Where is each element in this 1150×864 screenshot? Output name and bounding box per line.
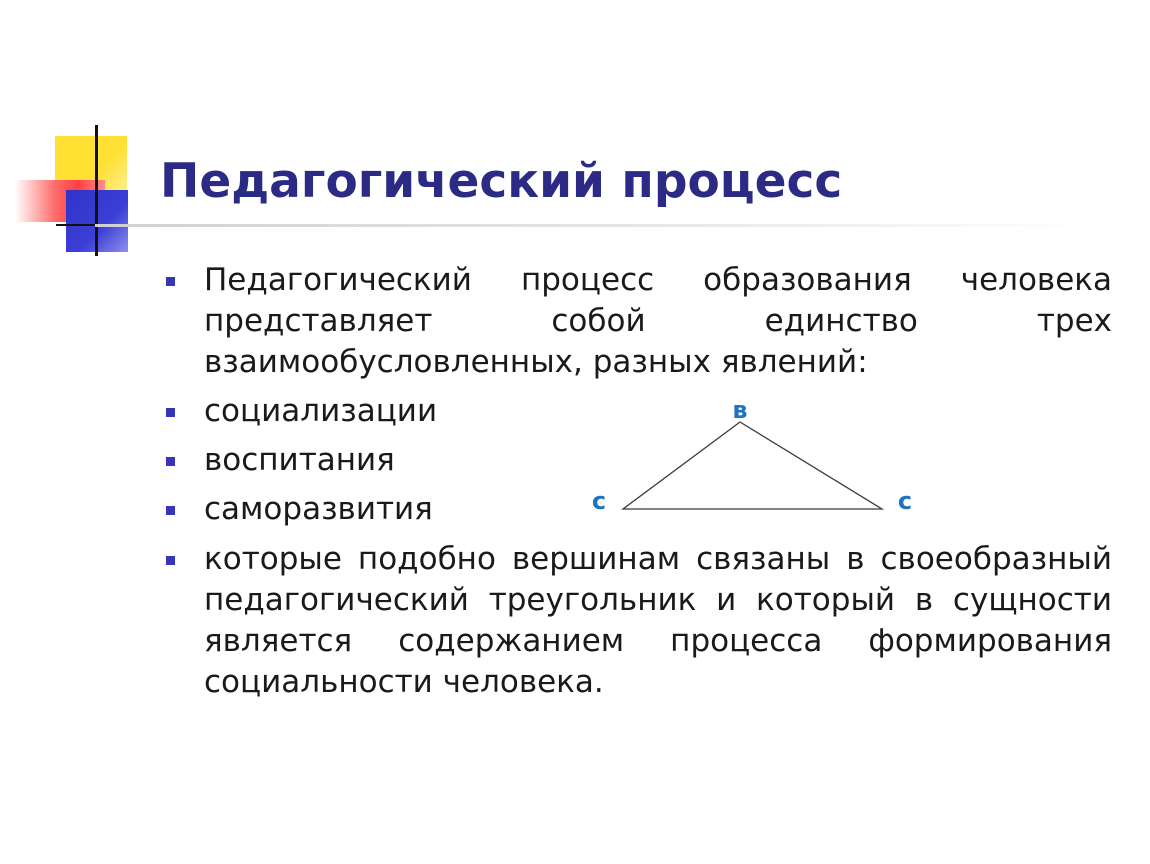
slide-title: Педагогический процесс — [160, 154, 843, 209]
bullet-text: саморазвития — [204, 491, 433, 527]
bullet-text: которые подобно вершинам связаны в своеобразный педагогический треугольник и который в сущности является содержанием процесса формирования социальности человека. — [204, 541, 1112, 700]
triangle-shape — [623, 422, 882, 509]
bullet-item-intro — [160, 260, 1112, 383]
bullet-text: социализации — [204, 393, 438, 429]
bullet-item-conclusion — [160, 539, 1112, 703]
pedagogical-triangle-diagram — [570, 390, 950, 530]
bullet-marker-icon — [166, 556, 175, 565]
bullet-text: воспитания — [204, 442, 395, 478]
bullet-marker-icon — [166, 506, 175, 515]
triangle-left-label: с — [591, 487, 607, 515]
bullet-text: Педагогический процесс образования человека представляет собой единство трех взаимообусловленных, разных явлений: — [204, 262, 1112, 380]
bullet-marker-icon — [166, 457, 175, 466]
bullet-marker-icon — [166, 277, 175, 286]
triangle-right-label: с — [897, 487, 913, 515]
corner-decoration-vertical-line — [95, 125, 98, 256]
bullet-marker-icon — [166, 408, 175, 417]
triangle-top-label: в — [732, 396, 748, 424]
title-underline — [95, 224, 1095, 227]
